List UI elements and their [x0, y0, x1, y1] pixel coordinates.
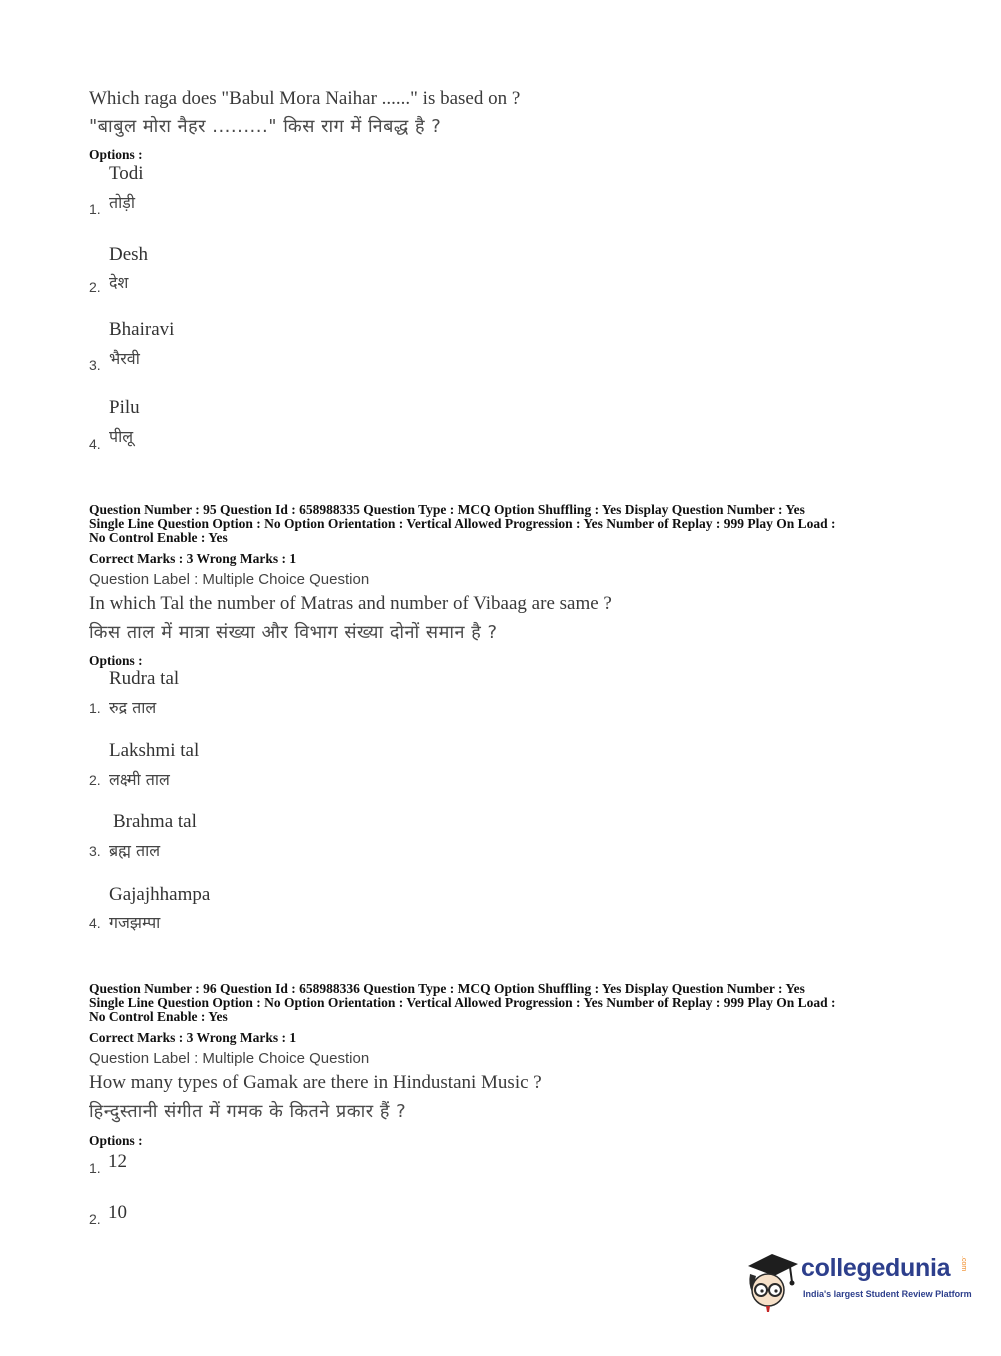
option-2-number: 2.	[89, 279, 101, 295]
option-3-text-hi: भैरवी	[109, 349, 140, 368]
option-2-text-en: Desh	[109, 244, 149, 265]
question-95-text-hi: किस ताल में मात्रा संख्या और विभाग संख्या दोनों समान है ?	[89, 622, 498, 643]
option-3-number: 3.	[89, 843, 101, 859]
logo-tagline: India's largest Student Review Platform	[803, 1289, 972, 1299]
logo-wordmark: collegedunia	[801, 1254, 951, 1282]
option-1-text-hi: रुद्र ताल	[109, 698, 157, 717]
option-1-number: 1.	[89, 201, 101, 217]
option-2-text-en: Lakshmi tal	[109, 740, 200, 761]
question-96-meta-line-1: Question Number : 96 Question Id : 658988336 Question Type : MCQ Option Shuffling : Yes Display Question Number : Yes	[89, 981, 805, 996]
question-96-marks: Correct Marks : 3 Wrong Marks : 1	[89, 1030, 297, 1045]
option-4-text-hi: पीलू	[109, 427, 134, 446]
question-96-label: Question Label : Multiple Choice Question	[89, 1050, 370, 1067]
option-1-text-hi: तोड़ी	[109, 193, 135, 212]
options-heading: Options :	[89, 1133, 143, 1148]
logo-suffix: .com	[960, 1256, 967, 1272]
question-96-text-hi: हिन्दुस्तानी संगीत में गमक के कितने प्रकार हैं ?	[89, 1101, 407, 1122]
question-95-label: Question Label : Multiple Choice Question	[89, 571, 370, 588]
option-4-number: 4.	[89, 915, 101, 931]
option-4-text-en: Pilu	[109, 397, 140, 418]
question-95-text-en: In which Tal the number of Matras and number of Vibaag are same ?	[89, 593, 612, 614]
question-95-meta-line-3: No Control Enable : Yes	[89, 530, 228, 545]
option-4-number: 4.	[89, 436, 101, 452]
question-95-meta-line-2: Single Line Question Option : No Option Orientation : Vertical Allowed Progression : Yes Number of Replay : 999 Play On Load :	[89, 516, 836, 531]
question-95-marks: Correct Marks : 3 Wrong Marks : 1	[89, 551, 297, 566]
question-94-text-en: Which raga does "Babul Mora Naihar ......" is based on ?	[89, 88, 521, 109]
option-3-text-en: Brahma tal	[113, 811, 197, 832]
option-1-value: 12	[108, 1151, 127, 1172]
option-1-text-en: Rudra tal	[109, 668, 180, 689]
option-1-number: 1.	[89, 700, 101, 716]
option-2-text-hi: लक्ष्मी ताल	[109, 770, 170, 789]
option-4-text-hi: गजझम्पा	[109, 913, 161, 932]
options-heading: Options :	[89, 653, 143, 668]
option-2-value: 10	[108, 1202, 127, 1223]
option-2-text-hi: देश	[109, 273, 129, 292]
option-1-text-en: Todi	[109, 163, 144, 184]
option-3-text-en: Bhairavi	[109, 319, 175, 340]
option-3-number: 3.	[89, 357, 101, 373]
option-3-text-hi: ब्रह्म ताल	[109, 841, 161, 860]
question-96-meta-line-3: No Control Enable : Yes	[89, 1009, 228, 1024]
question-95-meta-line-1: Question Number : 95 Question Id : 658988335 Question Type : MCQ Option Shuffling : Yes Display Question Number : Yes	[89, 502, 805, 517]
option-2-number: 2.	[89, 772, 101, 788]
option-2-number: 2.	[89, 1211, 101, 1227]
collegedunia-logo	[742, 1248, 972, 1314]
question-94-text-hi: "बाबुल मोरा नैहर ........." किस राग में निबद्ध है ?	[89, 116, 442, 137]
question-96-text-en: How many types of Gamak are there in Hindustani Music ?	[89, 1072, 542, 1093]
options-heading: Options :	[89, 147, 143, 162]
option-4-text-en: Gajajhhampa	[109, 884, 211, 905]
option-1-number: 1.	[89, 1160, 101, 1176]
question-96-meta-line-2: Single Line Question Option : No Option Orientation : Vertical Allowed Progression : Yes Number of Replay : 999 Play On Load :	[89, 995, 836, 1010]
student-mascot-icon	[742, 1248, 800, 1312]
